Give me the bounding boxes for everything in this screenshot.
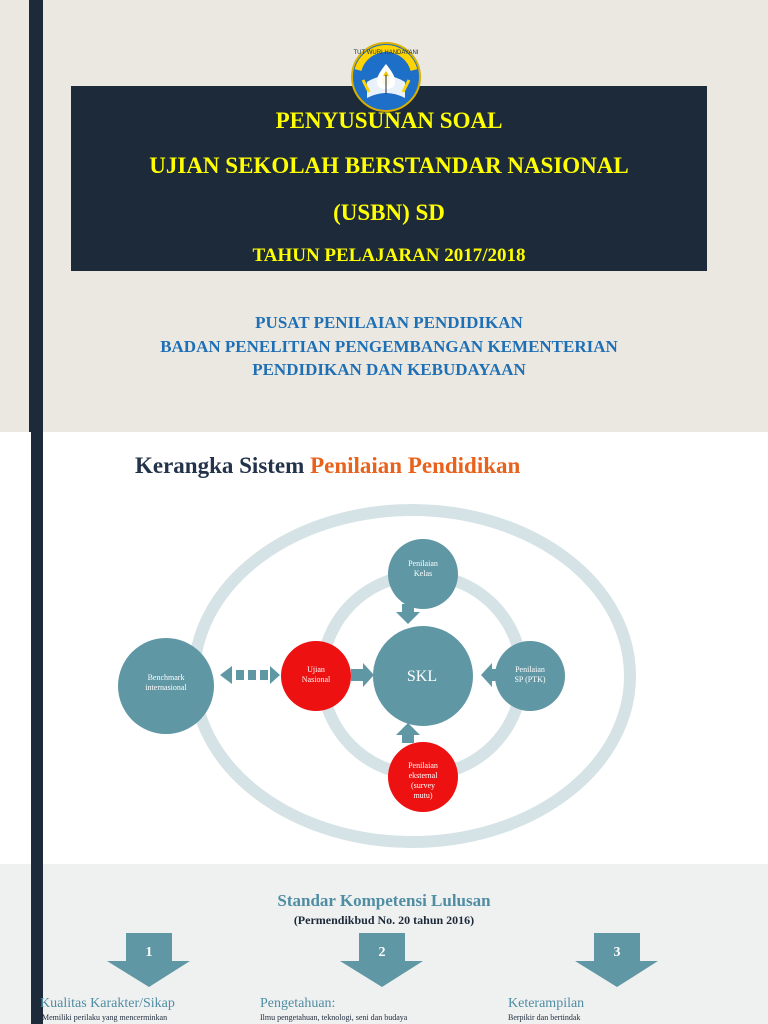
skl-slide — [0, 864, 768, 1024]
title-line-4: TAHUN PELAJARAN 2017/2018 — [252, 245, 526, 266]
node-label: Ujian — [307, 665, 325, 674]
node-label: Kelas — [413, 569, 433, 578]
title-line-2: UJIAN SEKOLAH BERSTANDAR NASIONAL — [149, 153, 629, 178]
title-line-3: (USBN) SD — [333, 200, 445, 225]
node-label-skl: SKL — [406, 668, 438, 685]
node-label: internasional — [145, 683, 187, 692]
subtitle-line-2: BADAN PENELITIAN PENGEMBANGAN KEMENTERIAN — [160, 337, 618, 356]
node-label: Nasional — [301, 675, 331, 684]
logo-text: TUT WURI HANDAYANI — [353, 50, 419, 56]
node-label: Penilaian — [408, 761, 438, 770]
column-heading-2: Pengetahuan: — [260, 996, 336, 1011]
title-line-1: PENYUSUNAN SOAL — [275, 108, 503, 133]
subtitle-line-3: PENDIDIKAN DAN KEBUDAYAAN — [252, 360, 526, 379]
assessment-framework-diagram — [0, 432, 768, 864]
arrow-3 — [575, 933, 658, 987]
node-label: eksternal — [408, 771, 438, 780]
slide-title: Standar Kompetensi Lulusan — [277, 891, 491, 910]
node-label: mutu) — [413, 791, 433, 800]
node-label: SP (PTK) — [514, 675, 546, 684]
node-label: Benchmark — [147, 673, 185, 682]
node-label: (survey — [411, 781, 435, 790]
arrow-number: 3 — [613, 945, 621, 960]
double-arrow-dashed — [220, 666, 280, 684]
column-desc-3: Berpikir dan bertindak — [508, 1013, 581, 1022]
arrow-1 — [107, 933, 190, 987]
framework-slide — [0, 432, 768, 864]
column-heading-1: Kualitas Karakter/Sikap — [40, 996, 175, 1011]
column-desc-2: Ilmu pengetahuan, teknologi, seni dan budaya — [260, 1013, 408, 1022]
arrow-bottom — [396, 723, 420, 743]
column-desc-1: Memiliki perilaku yang mencerminkan — [42, 1013, 168, 1022]
arrow-number: 1 — [145, 945, 153, 960]
node-label: Penilaian — [515, 665, 545, 674]
title-slide — [0, 0, 768, 432]
slide-subtitle: (Permendikbud No. 20 tahun 2016) — [293, 913, 475, 927]
title-prefix: Kerangka Sistem — [135, 453, 311, 478]
tut-wuri-handayani-logo — [345, 40, 427, 112]
arrow-2 — [340, 933, 423, 987]
title-highlight: Penilaian Pendidikan — [310, 453, 521, 478]
left-accent-bar — [29, 0, 43, 432]
subtitle-line-1: PUSAT PENILAIAN PENDIDIKAN — [255, 313, 523, 332]
node-label: Penilaian — [408, 559, 438, 568]
arrow-number: 2 — [378, 945, 386, 960]
column-heading-3: Keterampilan — [508, 996, 585, 1011]
arrow-left — [351, 663, 374, 687]
